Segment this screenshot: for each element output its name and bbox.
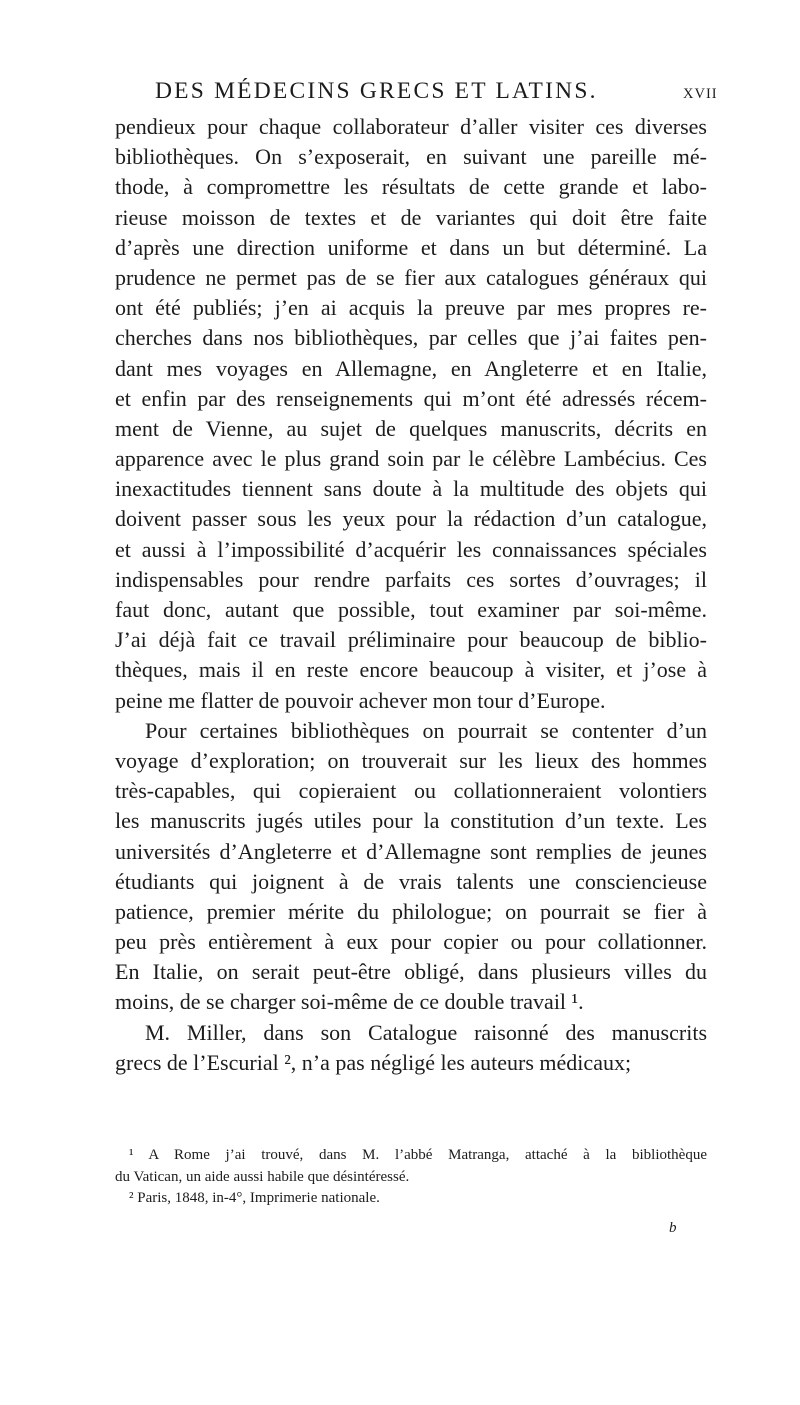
page-number: XVII: [683, 86, 718, 102]
text-line: bibliothèques. On s’exposerait, en suivant une pareille mé-: [115, 144, 707, 170]
footnote-line: ¹ A Rome j’ai trouvé, dans M. l’abbé Matranga, attaché à la bibliothèque: [129, 1147, 707, 1163]
text-line: thode, à compromettre les résultats de cette grande et labo-: [115, 174, 707, 200]
footnote-line: du Vatican, un aide aussi habile que désintéressé.: [115, 1168, 410, 1185]
text-line: d’après une direction uniforme et dans un but déterminé. La: [115, 234, 707, 260]
text-line: dant mes voyages en Allemagne, en Angleterre et en Italie,: [115, 355, 707, 381]
text-line: patience, premier mérite du philologue; on pourrait se fier à: [115, 898, 707, 924]
text-line: cherches dans nos bibliothèques, par celles que j’ai faites pen-: [115, 325, 707, 351]
text-line: apparence avec le plus grand soin par le célèbre Lambécius. Ces: [115, 446, 707, 472]
text-line: Pour certaines bibliothèques on pourrait se contenter d’un: [145, 717, 707, 743]
text-line: ment de Vienne, au sujet de quelques manuscrits, décrits en: [115, 415, 707, 441]
text-line: inexactitudes tiennent sans doute à la multitude des objets qui: [115, 476, 707, 502]
text-line: étudiants qui joignent à de vrais talents une consciencieuse: [115, 868, 707, 894]
text-line: très-capables, qui copieraient ou collationneraient volontiers: [115, 778, 707, 804]
text-line: prudence ne permet pas de se fier aux catalogues généraux qui: [115, 264, 707, 290]
text-line: J’ai déjà fait ce travail préliminaire pour beaucoup de biblio-: [115, 627, 707, 653]
text-line: rieuse moisson de textes et de variantes qui doit être faite: [115, 204, 707, 230]
text-line: grecs de l’Escurial ², n’a pas négligé les auteurs médicaux;: [115, 1049, 632, 1075]
text-line: ont été publiés; j’en ai acquis la preuve par mes propres re-: [115, 295, 707, 321]
text-line: et enfin par des renseignements qui m’ont été adressés récem-: [115, 385, 707, 411]
text-line: moins, de se charger soi-même de ce double travail ¹.: [115, 989, 584, 1015]
main-text: [115, 112, 707, 1078]
text-line: thèques, mais il en reste encore beaucoup à visiter, et j’ose à: [115, 657, 707, 683]
footnotes: [115, 1145, 707, 1210]
text-line: peu près entièrement à eux pour copier ou pour collationner.: [115, 929, 707, 955]
text-line: indispensables pour rendre parfaits ces sortes d’ouvrages; il: [115, 566, 707, 592]
text-line: pendieux pour chaque collaborateur d’aller visiter ces diverses: [115, 114, 707, 139]
text-line: et aussi à l’impossibilité d’acquérir les connaissances spéciales: [115, 536, 707, 562]
footnote-line: ² Paris, 1848, in-4°, Imprimerie nationale.: [129, 1190, 380, 1206]
running-title: DES MÉDECINS GRECS ET LATINS.: [155, 78, 598, 104]
text-line: les manuscrits jugés utiles pour la constitution d’un texte. Les: [115, 808, 707, 834]
text-line: faut donc, autant que possible, tout examiner par soi-même.: [115, 597, 707, 622]
text-line: En Italie, on serait peut-être obligé, dans plusieurs villes du: [115, 959, 707, 985]
text-line: doivent passer sous les yeux pour la rédaction d’un catalogue,: [115, 506, 707, 532]
text-line: universités d’Angleterre et d’Allemagne sont remplies de jeunes: [115, 838, 707, 864]
text-line: voyage d’exploration; on trouverait sur les lieux des hommes: [115, 747, 707, 773]
text-line: M. Miller, dans son Catalogue raisonné des manuscrits: [145, 1019, 707, 1045]
signature-mark: b: [669, 1220, 677, 1236]
text-line: peine me flatter de pouvoir achever mon tour d’Europe.: [115, 687, 606, 713]
